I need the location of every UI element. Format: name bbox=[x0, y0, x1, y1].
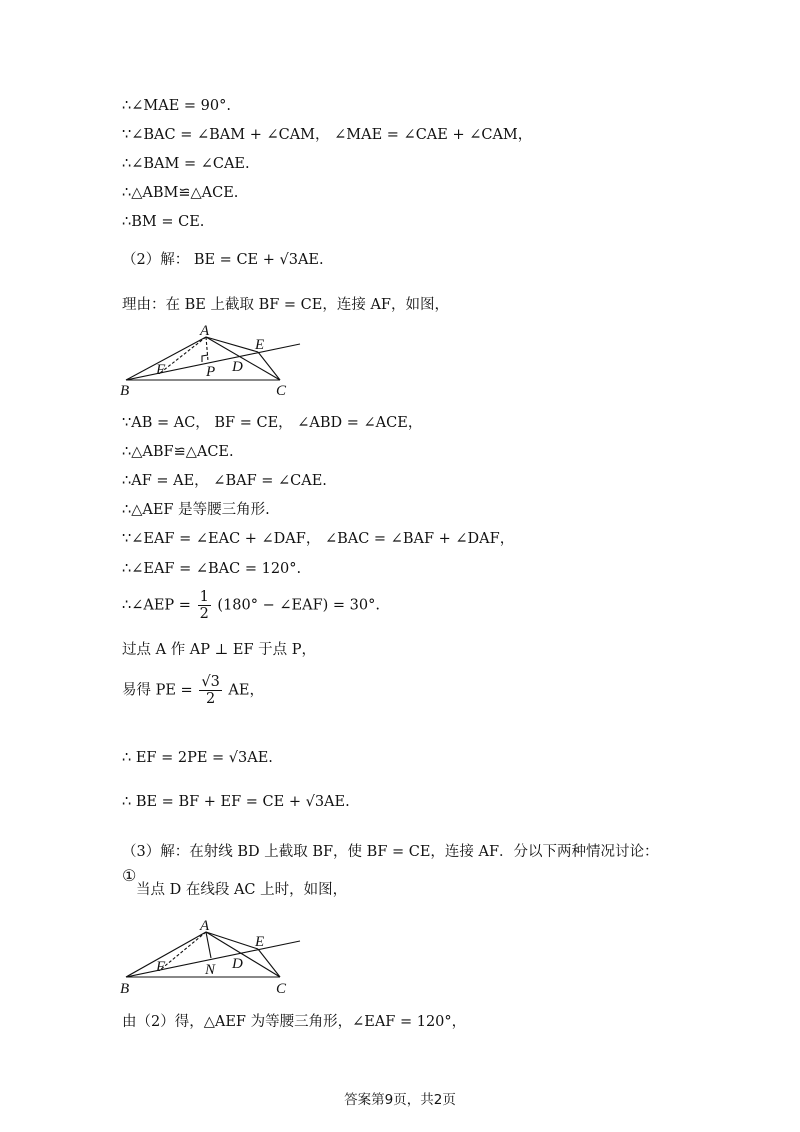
proof-line: ∵AB = AC， BF = CE， ∠ABD = ∠ACE， bbox=[122, 415, 423, 431]
segment-AC bbox=[206, 932, 280, 977]
segment-EC bbox=[258, 949, 280, 977]
proof-line: ∴△ABF≌△ACE. bbox=[122, 444, 234, 460]
fraction-root3-over-2 bbox=[199, 674, 221, 707]
label-E: E bbox=[255, 934, 265, 950]
label-B: B bbox=[120, 981, 130, 997]
right-angle-mark bbox=[202, 355, 208, 362]
case-marker: ① bbox=[122, 866, 137, 885]
fraction-suffix: AE， bbox=[228, 682, 264, 699]
label-D: D bbox=[232, 359, 243, 375]
label-B: B bbox=[120, 383, 130, 399]
fraction-denominator: 2 bbox=[205, 691, 216, 707]
figure-2 bbox=[118, 917, 308, 999]
label-F: F bbox=[156, 959, 166, 975]
proof-line: ∴∠MAE = 90°. bbox=[122, 98, 231, 114]
proof-line: ∴BM = CE. bbox=[122, 214, 205, 230]
proof-line: ∴AF = AE， ∠BAF = ∠CAE. bbox=[122, 473, 327, 489]
label-A: A bbox=[200, 918, 210, 934]
fraction-prefix: 易得 PE = bbox=[122, 682, 193, 699]
proof-line-fraction bbox=[122, 674, 264, 707]
label-C: C bbox=[276, 981, 287, 997]
label-C: C bbox=[276, 383, 287, 399]
proof-line: ∴∠BAM = ∠CAE. bbox=[122, 156, 250, 172]
segment-AN bbox=[206, 932, 211, 958]
page-footer: 答案第9页，共2页 bbox=[344, 1092, 456, 1108]
segment-AF bbox=[160, 932, 206, 970]
fraction-prefix: ∴∠AEP = bbox=[122, 597, 191, 614]
segment-AB bbox=[126, 337, 206, 380]
proof-line: ∴ BE = BF + EF = CE + √3AE. bbox=[122, 794, 350, 810]
fraction-numerator: 1 bbox=[199, 589, 209, 605]
fraction-suffix: (180° − ∠EAF) = 30°. bbox=[217, 597, 380, 614]
label-A: A bbox=[200, 323, 210, 339]
proof-line: ∵∠BAC = ∠BAM + ∠CAM， ∠MAE = ∠CAE + ∠CAM， bbox=[122, 127, 533, 143]
segment-AE bbox=[206, 337, 258, 352]
label-N: N bbox=[205, 962, 216, 978]
segment-AF bbox=[160, 337, 206, 373]
proof-line: 由（2）得，△AEF 为等腰三角形，∠EAF = 120°， bbox=[122, 1014, 467, 1030]
fraction-half bbox=[198, 589, 211, 622]
fraction-numerator: √3 bbox=[201, 674, 220, 690]
proof-line: ∴△ABM≌△ACE. bbox=[122, 185, 239, 201]
proof-line-fraction bbox=[122, 589, 380, 622]
segment-AP bbox=[206, 337, 208, 361]
label-P: P bbox=[206, 364, 216, 380]
label-F: F bbox=[156, 362, 166, 378]
reason-line: 理由：在 BE 上截取 BF = CE，连接 AF，如图， bbox=[122, 297, 449, 313]
proof-line: 过点 A 作 AP ⊥ EF 于点 P， bbox=[122, 642, 317, 658]
proof-line: ∵∠EAF = ∠EAC + ∠DAF， ∠BAC = ∠BAF + ∠DAF， bbox=[122, 531, 515, 547]
segment-AE bbox=[206, 932, 258, 949]
label-D: D bbox=[232, 956, 243, 972]
case-1-line: 当点 D 在线段 AC 上时，如图， bbox=[136, 882, 348, 898]
proof-line: ∴∠EAF = ∠BAC = 120°. bbox=[122, 561, 302, 577]
label-E: E bbox=[255, 337, 265, 353]
part-3-answer: （3）解：在射线 BD 上截取 BF，使 BF = CE，连接 AF．分以下两种情况讨论： bbox=[122, 844, 659, 860]
proof-line: ∴△AEF 是等腰三角形. bbox=[122, 502, 270, 518]
figure-1 bbox=[118, 322, 308, 402]
proof-line: ∴ EF = 2PE = √3AE. bbox=[122, 750, 273, 766]
part-2-answer: （2）解： BE = CE + √3AE. bbox=[122, 252, 324, 268]
segment-EC bbox=[258, 352, 280, 380]
segment-AC bbox=[206, 337, 280, 380]
segment-AB bbox=[126, 932, 206, 977]
fraction-denominator: 2 bbox=[199, 606, 209, 622]
